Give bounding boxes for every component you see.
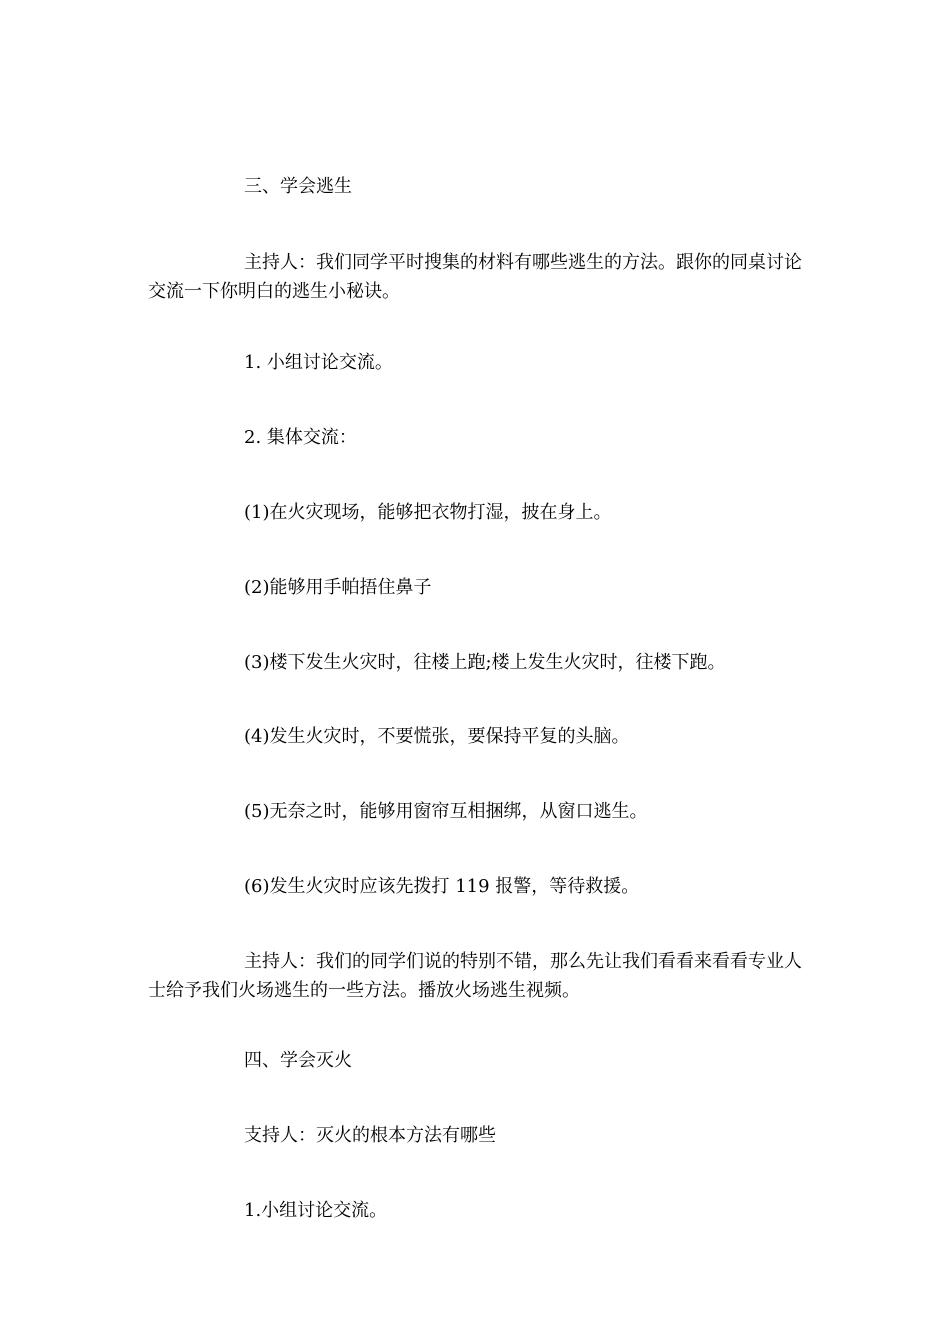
tip-item-6: (6)发生火灾时应该先拨打 119 报警，等待救援。	[244, 876, 640, 897]
list-item-collective-exchange: 2. 集体交流：	[244, 427, 357, 448]
tip-item-3: (3)楼下发生火灾时，往楼上跑;楼上发生火灾时，往楼下跑。	[244, 652, 726, 673]
host-paragraph-escape-methods: 主持人：我们同学平时搜集的材料有哪些逃生的方法。跟你的同桌讨论交流一下你明白的逃生小秘诀。	[148, 252, 802, 302]
tip-item-4: (4)发生火灾时，不要慌张，要保持平复的头脑。	[244, 726, 630, 747]
host-paragraph-extinguish-methods: 支持人：灭火的根本方法有哪些	[244, 1125, 496, 1146]
section-heading-extinguish: 四、学会灭火	[244, 1050, 352, 1071]
section-heading-escape: 三、学会逃生	[244, 176, 352, 197]
tip-item-5: (5)无奈之时，能够用窗帘互相捆绑，从窗口逃生。	[244, 801, 648, 822]
list-item-group-discussion: 1. 小组讨论交流。	[244, 352, 393, 373]
list-item-group-discussion-2: 1.小组讨论交流。	[244, 1200, 388, 1221]
host-paragraph-video: 主持人：我们的同学们说的特别不错，那么先让我们看看来看看专业人士给予我们火场逃生的一些方法。播放火场逃生视频。	[148, 951, 802, 1001]
tip-item-1: (1)在火灾现场，能够把衣物打湿，披在身上。	[244, 502, 612, 523]
tip-item-2: (2)能够用手帕捂住鼻子	[244, 577, 432, 598]
